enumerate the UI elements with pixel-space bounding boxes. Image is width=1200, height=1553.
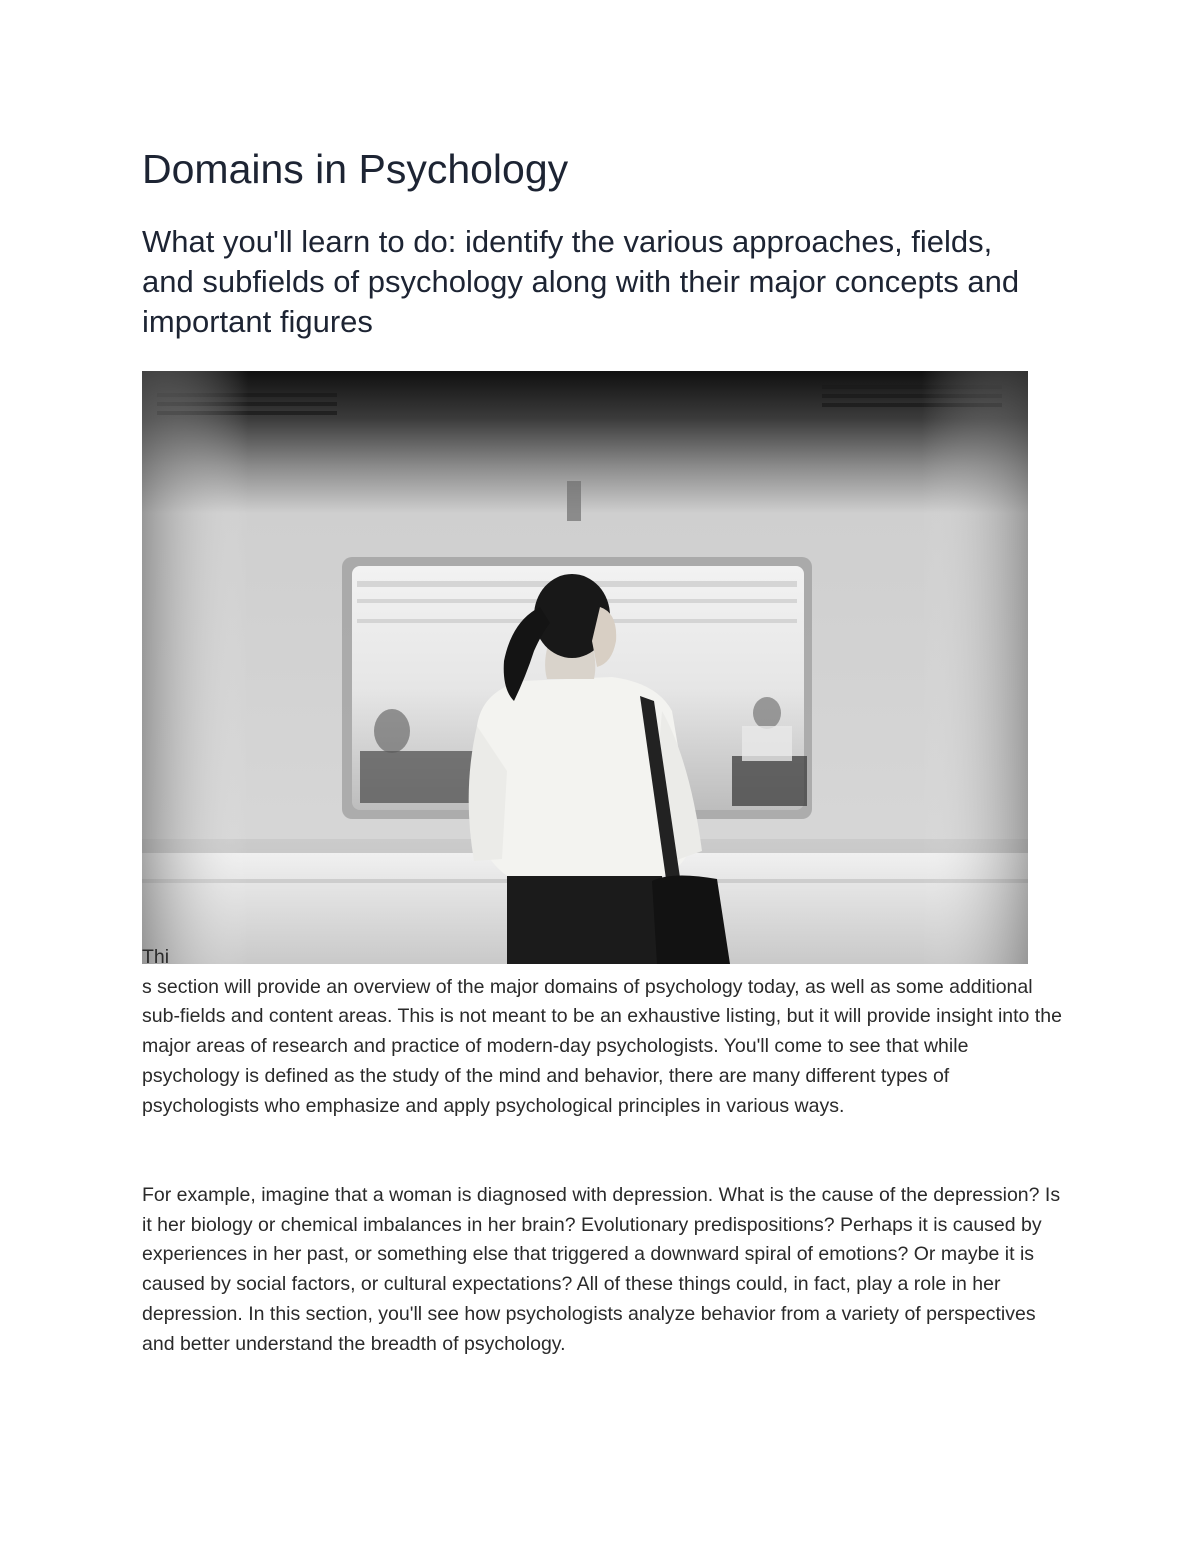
subway-woman-photo bbox=[142, 371, 1028, 964]
intro-paragraph-body: s section will provide an overview of the major domains of psychology today, as well as some additional sub-fields and content areas. This is not meant to be an exhaustive listing, but it will provide insight into the major areas of research and practice of modern-day psychologists. You'll come to see that while psychology is defined as the study of the mind and behavior, there are many different types of psychologists who emphasize and apply psychological principles in various ways. bbox=[142, 975, 1062, 1117]
learning-objective: What you'll learn to do: identify the various approaches, fields, and subfields of psychology along with their major concepts and important figures bbox=[142, 224, 1020, 339]
example-paragraph: For example, imagine that a woman is diagnosed with depression. What is the cause of the depression? Is it her biology or chemical imbalances in her brain? Evolutionary predispositions? Perhaps it is caused by experiences in her past, or something else that triggered a downward spiral of emotions? Or maybe it is caused by social factors, or cultural expectations? All of these things could, in fact, play a role in her depression. In this section, you'll see how psychologists analyze behavior from a variety of perspectives and better understand the breadth of psychology. bbox=[142, 1184, 1061, 1355]
intro-paragraph-lead: Thi bbox=[142, 946, 170, 968]
intro-paragraph bbox=[142, 943, 1062, 1121]
page-title: Domains in Psychology bbox=[142, 146, 569, 192]
